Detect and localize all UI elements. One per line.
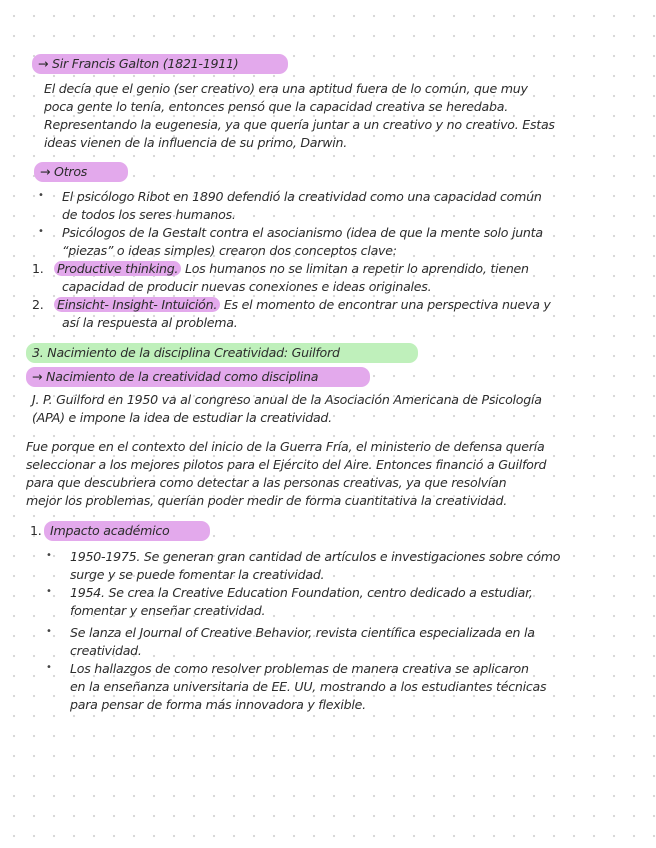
item1-term: Productive thinking. [54, 261, 181, 276]
section3-subheading: → Nacimiento de la creatividad como disciplina [26, 367, 370, 387]
para1-line2: (APA) e impone la idea de estudiar la creatividad. [32, 410, 332, 425]
para2-line2: seleccionar a los mejores pilotos para el Ejército del Aire. Entonces financió a Guilford [26, 457, 547, 472]
impacto-bullet4-line2: en la enseñanza universitaria de EE. UU, mostrando a los estudiantes técnicas [70, 679, 547, 694]
item1-number: 1. [32, 261, 44, 276]
bullet-dot: • [46, 626, 52, 637]
otros-bullet2-line2: “piezas” o ideas simples) crearon dos conceptos clave: [62, 243, 397, 258]
impacto-bullet3-line1: Se lanza el Journal of Creative Behavior, revista científica especializada en la [70, 625, 535, 640]
otros-heading: → Otros [34, 162, 128, 182]
para1-line1: J. P. Guilford en 1950 va al congreso anual de la Asociación Americana de Psicología [32, 392, 542, 407]
galton-line-1: El decía que el genio (ser creativo) era una aptitud fuera de lo común, que muy [44, 81, 528, 96]
impacto-bullet1-line2: surge y se puede fomentar la creatividad. [70, 567, 325, 582]
bullet-dot: • [46, 550, 52, 561]
otros-bullet1-line2: de todos los seres humanos. [62, 207, 236, 222]
item2-term: Einsicht- Insight- Intuición. [54, 297, 220, 312]
item1-rest: Los humanos no se limitan a repetir lo aprendido, tienen [181, 261, 529, 276]
item1-line1 [54, 260, 529, 278]
impacto-heading: Impacto académico [44, 521, 210, 541]
bullet-dot: • [46, 662, 52, 673]
section3-heading: 3. Nacimiento de la disciplina Creatividad: Guilford [26, 343, 418, 363]
galton-line-2: poca gente lo tenía, entonces pensó que la capacidad creativa se heredaba. [44, 99, 508, 114]
para2-line3: para que descubriera como detectar a las personas creativas, ya que resolvían [26, 475, 507, 490]
item2-line2: así la respuesta al problema. [62, 315, 238, 330]
galton-line-4: ideas vienen de la influencia de su primo, Darwin. [44, 135, 347, 150]
item2-line1 [54, 296, 551, 314]
impacto-bullet2-line1: 1954. Se crea la Creative Education Foundation, centro dedicado a estudiar, [70, 585, 533, 600]
para2-line4: mejor los problemas, querían poder medir de forma cuantitativa la creatividad. [26, 493, 507, 508]
otros-bullet2-line1: Psicólogos de la Gestalt contra el asocianismo (idea de que la mente solo junta [62, 225, 543, 240]
impacto-bullet4-line1: Los hallazgos de como resolver problemas de manera creativa se aplicaron [70, 661, 529, 676]
bullet-dot: • [38, 190, 44, 201]
bullet-dot: • [46, 586, 52, 597]
impacto-bullet1-line1: 1950-1975. Se generan gran cantidad de artículos e investigaciones sobre cómo [70, 549, 561, 564]
item2-rest: Es el momento de encontrar una perspectiva nueva y [220, 297, 551, 312]
item2-number: 2. [32, 297, 44, 312]
otros-bullet1-line1: El psicólogo Ribot en 1890 defendió la creatividad como una capacidad común [62, 189, 542, 204]
bullet-dot: • [38, 226, 44, 237]
item1-line2: capacidad de producir nuevas conexiones e ideas originales. [62, 279, 432, 294]
para2-line1: Fue porque en el contexto del inicio de la Guerra Fría, el ministerio de defensa quería [26, 439, 545, 454]
galton-line-3: Representando la eugenesia, ya que quería juntar a un creativo y no creativo. Estas [44, 117, 555, 132]
galton-heading: → Sir Francis Galton (1821-1911) [32, 54, 288, 74]
impacto-bullet3-line2: creatividad. [70, 643, 142, 658]
impacto-number: 1. [30, 523, 42, 538]
impacto-bullet4-line3: para pensar de forma más innovadora y flexible. [70, 697, 366, 712]
impacto-bullet2-line2: fomentar y enseñar creatividad. [70, 603, 266, 618]
